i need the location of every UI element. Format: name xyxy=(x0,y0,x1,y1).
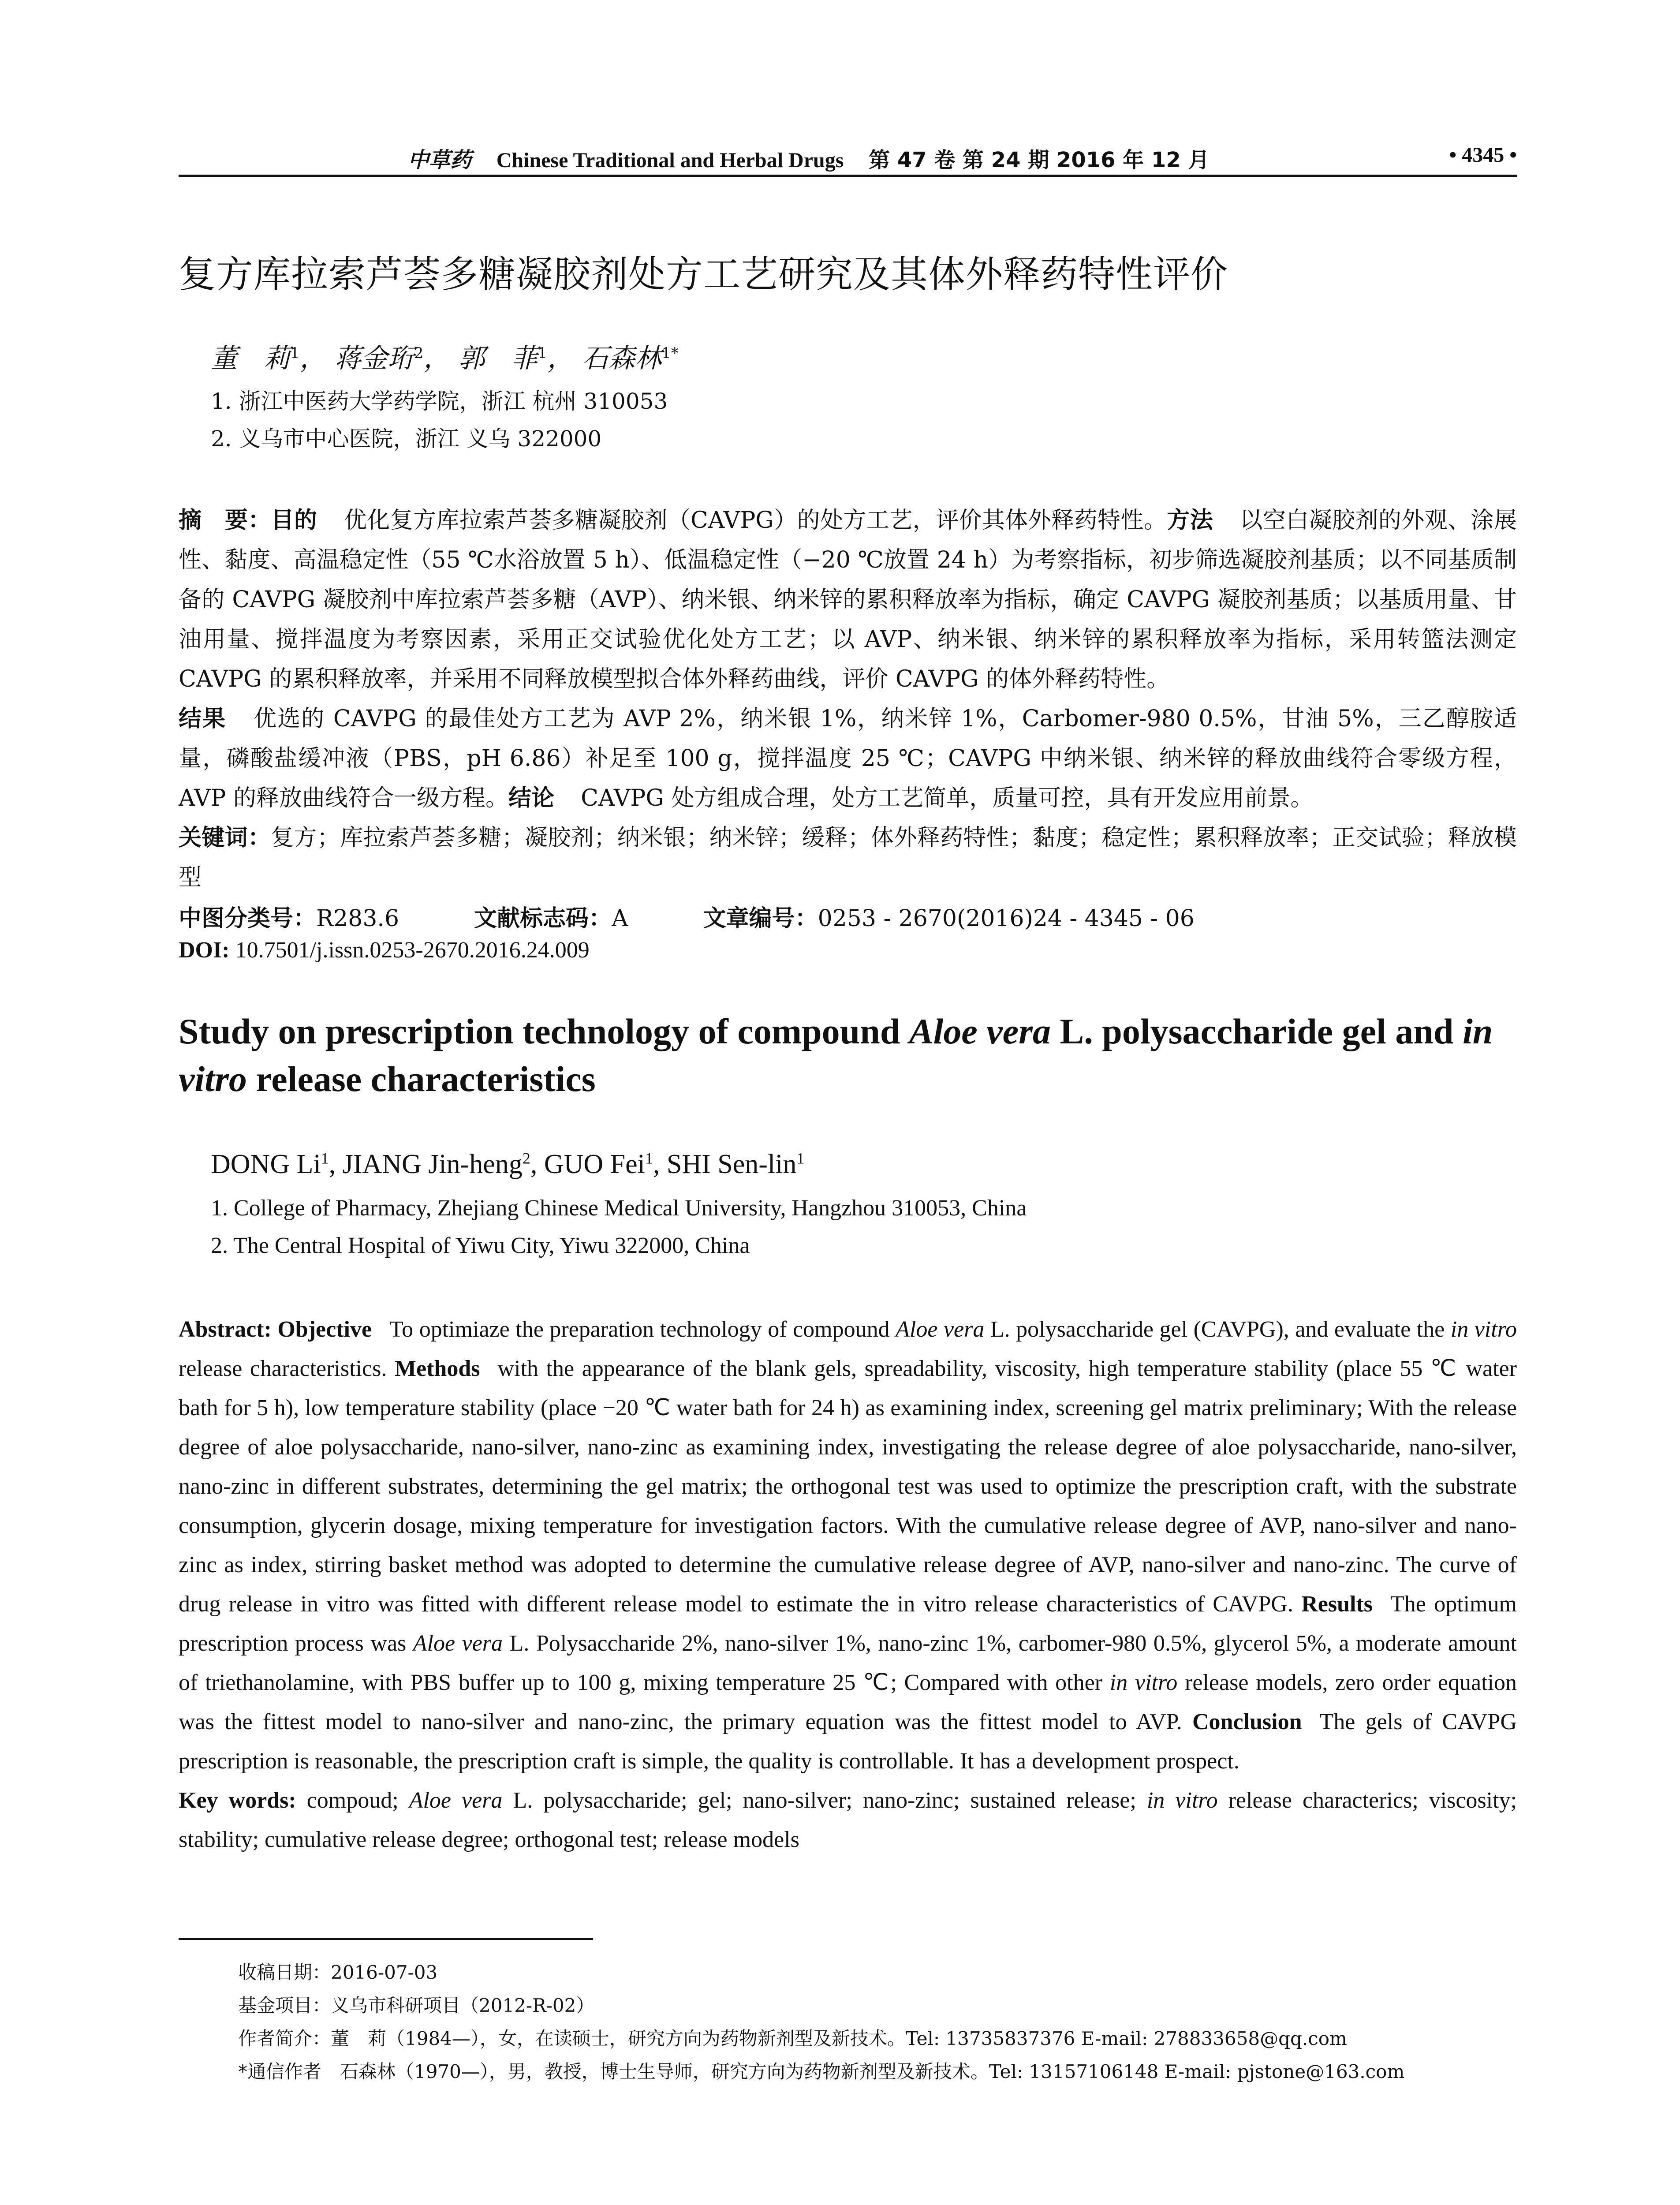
article-no-label: 文章编号： xyxy=(703,905,818,932)
journal-name-en: Chinese Traditional and Herbal Drugs xyxy=(496,149,844,172)
italic-term: Aloe vera xyxy=(413,1631,503,1656)
keywords-text-en: release characterics; viscosity; stability; cumulative release degree; orthogonal test; release models xyxy=(179,1788,1517,1852)
title-en-part: Study on prescription technology of compound xyxy=(179,1011,909,1051)
footnote-corresponding xyxy=(238,2057,1404,2084)
italic-term: Aloe vera xyxy=(409,1788,503,1813)
footnote-fund xyxy=(238,1991,594,2018)
abstract-cn xyxy=(179,501,1517,897)
conclusion-text-cn: CAVPG 处方组成合理，处方工艺简单，质量可控，具有开发应用前景。 xyxy=(581,785,1314,811)
footnote-label: *通信作者 xyxy=(238,2061,322,2082)
footnote-rule xyxy=(179,1938,593,1940)
footnote-text: 石森林（1970—），男，教授，博士生导师，研究方向为药物新剂型及新技术。Tel: 13157106148 E-mail: pjstone@163.com xyxy=(340,2061,1405,2082)
conclusion-label-en: Conclusion xyxy=(1192,1709,1302,1734)
author-cn: 蒋金珩 xyxy=(334,343,414,374)
author-sup: 2 xyxy=(522,1149,530,1167)
author-sup: 1 xyxy=(538,344,548,362)
doi-value: 10.7501/j.issn.0253-2670.2016.24.009 xyxy=(235,938,590,963)
author-en: JIANG Jin-heng xyxy=(342,1149,523,1179)
keywords-label-cn: 关键词： xyxy=(179,825,271,851)
footnote-label: 作者简介： xyxy=(238,2028,331,2049)
journal-volume: 第 47 卷 第 24 期 2016 年 12 月 xyxy=(869,148,1210,172)
page-number: • 4345 • xyxy=(1449,143,1517,167)
doi-line xyxy=(179,937,590,963)
conclusion-label-cn: 结论 xyxy=(508,785,555,811)
abstract-label-cn: 摘 要： xyxy=(179,507,271,534)
title-en-italic: Aloe vera xyxy=(909,1011,1051,1051)
methods-label-cn: 方法 xyxy=(1167,507,1213,534)
affiliation-en: 1. College of Pharmacy, Zhejiang Chinese Medical University, Hangzhou 310053, China xyxy=(211,1196,1027,1221)
clc-value: R283.6 xyxy=(316,905,399,932)
author-cn: 石森林 xyxy=(582,343,662,374)
conclusion-text-en: The gels of CAVPG prescription is reasonable, the prescription craft is simple, the quality is controllable. It has a development prospect. xyxy=(179,1709,1517,1774)
title-cn: 复方库拉索芦荟多糖凝胶剂处方工艺研究及其体外释药特性评价 xyxy=(179,253,1228,296)
keywords-text-en: L. polysaccharide; gel; nano-silver; nano-zinc; sustained release; xyxy=(502,1788,1147,1813)
methods-text-cn: 以空白凝胶剂的外观、涂展性、黏度、高温稳定性（55 ℃水浴放置 5 h）、低温稳定性（−20 ℃放置 24 h）为考察指标，初步筛选凝胶剂基质；以不同基质制备的 CAVPG 凝胶剂中库拉索芦荟多糖（AVP）、纳米银、纳米锌的累积释放率为指标，确定 CAVPG 凝胶剂基质；以基质用量、甘油用量、搅拌温度为考察因素，采用正交试验优化处方工艺；以 AVP、纳米银、纳米锌的累积释放率为指标，采用转篮法测定 CAVPG 的累积释放率，并采用不同释放模型拟合体外释药曲线，评价 CAVPG 的体外释药特性。 xyxy=(179,507,1517,692)
methods-text-en: with the appearance of the blank gels, spreadability, viscosity, high temperature stability (place 55 ℃ water bath for 5 h), low temperature stability (place −20 ℃ water bath for 24 h) as examining index, screening gel matrix preliminary; With the release degree of aloe polysaccharide, nano-silver, nano-zinc as examining index, investigating the release degree of aloe polysaccharide, nano-silver, nano-zinc in different substrates, determining the gel matrix; the orthogonal test was used to optimize the prescription craft, with the substrate consumption, glycerin dosage, mixing temperature for investigation factors. With the cumulative release degree of AVP, nano-silver and nano-zinc as index, stirring basket method was adopted to determine the cumulative release degree of AVP, nano-silver and nano-zinc. The curve of drug release in vitro was fitted with different release model to estimate the in vitro release characteristics of CAVPG. xyxy=(179,1356,1517,1617)
article-no-value: 0253 - 2670(2016)24 - 4345 - 06 xyxy=(818,905,1195,932)
abstract-objective-label-en: Abstract: Objective xyxy=(179,1317,372,1342)
author-en: DONG Li xyxy=(211,1149,321,1179)
author-sup: 1 xyxy=(645,1149,653,1167)
results-label-cn: 结果 xyxy=(179,706,227,732)
author-sup: 2 xyxy=(414,344,424,362)
journal-header xyxy=(408,143,1210,173)
keywords-text-en: compoud; xyxy=(306,1788,409,1813)
author-sup: 1 xyxy=(290,344,300,362)
affiliation-en: 2. The Central Hospital of Yiwu City, Yiwu 322000, China xyxy=(211,1233,750,1258)
footnote-received xyxy=(238,1958,437,1984)
objective-text-en: L. polysaccharide gel (CAVPG), and evaluate the xyxy=(984,1317,1451,1342)
doi-label: DOI: xyxy=(179,938,230,963)
title-en xyxy=(179,1008,1517,1103)
footnote-author xyxy=(238,2024,1347,2051)
authors-en: DONG Li$^1$, JIANG Jin-heng$^2$, GUO Fei$^1$, SHI Sen-lin$^1$ xyxy=(211,1149,805,1179)
title-en-part: release characteristics xyxy=(246,1059,596,1099)
results-text-en: The optimum prescription process was xyxy=(179,1592,1517,1656)
keywords-label-en: Key words: xyxy=(179,1788,296,1813)
doc-code-label: 文献标志码： xyxy=(474,905,612,932)
abstract-en xyxy=(179,1310,1517,1859)
footnote-label: 基金项目： xyxy=(238,1995,331,2016)
author-cn: 董 莉 xyxy=(211,343,290,374)
affiliation-cn: 1. 浙江中医药大学药学院，浙江 杭州 310053 xyxy=(211,389,668,414)
objective-text-cn: 优化复方库拉索芦荟多糖凝胶剂（CAVPG）的处方工艺，评价其体外释药特性。 xyxy=(343,507,1167,534)
results-text-en: L. Polysaccharide 2%, nano-silver 1%, nano-zinc 1%, carbomer-980 0.5%, glycerol 5%, a moderate amount of triethanolamine, with PBS buffer up to 100 g, mixing temperature 25 ℃; Compared with other xyxy=(179,1631,1517,1695)
results-text-cn: 优选的 CAVPG 的最佳处方工艺为 AVP 2%，纳米银 1%，纳米锌 1%，Carbomer-980 0.5%，甘油 5%，三乙醇胺适量，磷酸盐缓冲液（PBS，pH 6.86）补足至 100 g，搅拌温度 25 ℃；CAVPG 中纳米银、纳米锌的释放曲线符合零级方程，AVP 的释放曲线符合一级方程。 xyxy=(179,706,1517,811)
objective-label-cn: 目的 xyxy=(271,507,317,534)
running-header xyxy=(179,137,1517,177)
objective-text-en: release characteristics. xyxy=(179,1356,387,1381)
footnote-text: 2016-07-03 xyxy=(331,1962,438,1983)
classification-line xyxy=(179,900,1195,933)
author-sup: 1* xyxy=(661,344,679,362)
author-en: GUO Fei xyxy=(544,1149,645,1179)
footnote-label: 收稿日期： xyxy=(238,1962,331,1983)
objective-text-en: To optimiaze the preparation technology of compound xyxy=(389,1317,896,1342)
author-cn: 郭 菲 xyxy=(458,343,538,374)
footnote-text: 董 莉（1984—），女，在读硕士，研究方向为药物新剂型及新技术。Tel: 13735837376 E-mail: 278833658@qq.com xyxy=(331,2028,1347,2049)
doc-code-value: A xyxy=(612,905,628,932)
author-sup: 1 xyxy=(796,1149,805,1167)
results-label-en: Results xyxy=(1301,1592,1373,1617)
journal-name-cn: 中草药 xyxy=(408,148,472,172)
clc-label: 中图分类号： xyxy=(179,905,317,932)
italic-term: in vitro xyxy=(1146,1788,1218,1813)
title-en-italic: in vitro xyxy=(179,1011,1493,1099)
footnote-text: 义乌市科研项目（2012-R-02） xyxy=(331,1995,595,2016)
title-en-part: L. polysaccharide gel and xyxy=(1051,1011,1463,1051)
italic-term: in vitro xyxy=(1450,1317,1517,1342)
italic-term: in vitro xyxy=(1109,1670,1178,1695)
italic-term: Aloe vera xyxy=(896,1317,985,1342)
author-en: SHI Sen-lin xyxy=(666,1149,797,1179)
methods-label-en: Methods xyxy=(394,1356,480,1381)
author-sup: 1 xyxy=(321,1149,329,1167)
results-text-en: release models, zero order equation was the fittest model to nano-silver and nano-zinc, the primary equation was the fittest model to AVP. xyxy=(179,1670,1517,1734)
authors-cn: 董 莉$^1$， 蒋金珩$^2$， 郭 菲$^1$， 石森林$^{1*}$ xyxy=(211,343,679,374)
keywords-text-cn: 复方；库拉索芦荟多糖；凝胶剂；纳米银；纳米锌；缓释；体外释药特性；黏度；稳定性；累积释放率；正交试验；释放模型 xyxy=(179,825,1517,891)
affiliation-cn: 2. 义乌市中心医院，浙江 义乌 322000 xyxy=(211,426,602,452)
